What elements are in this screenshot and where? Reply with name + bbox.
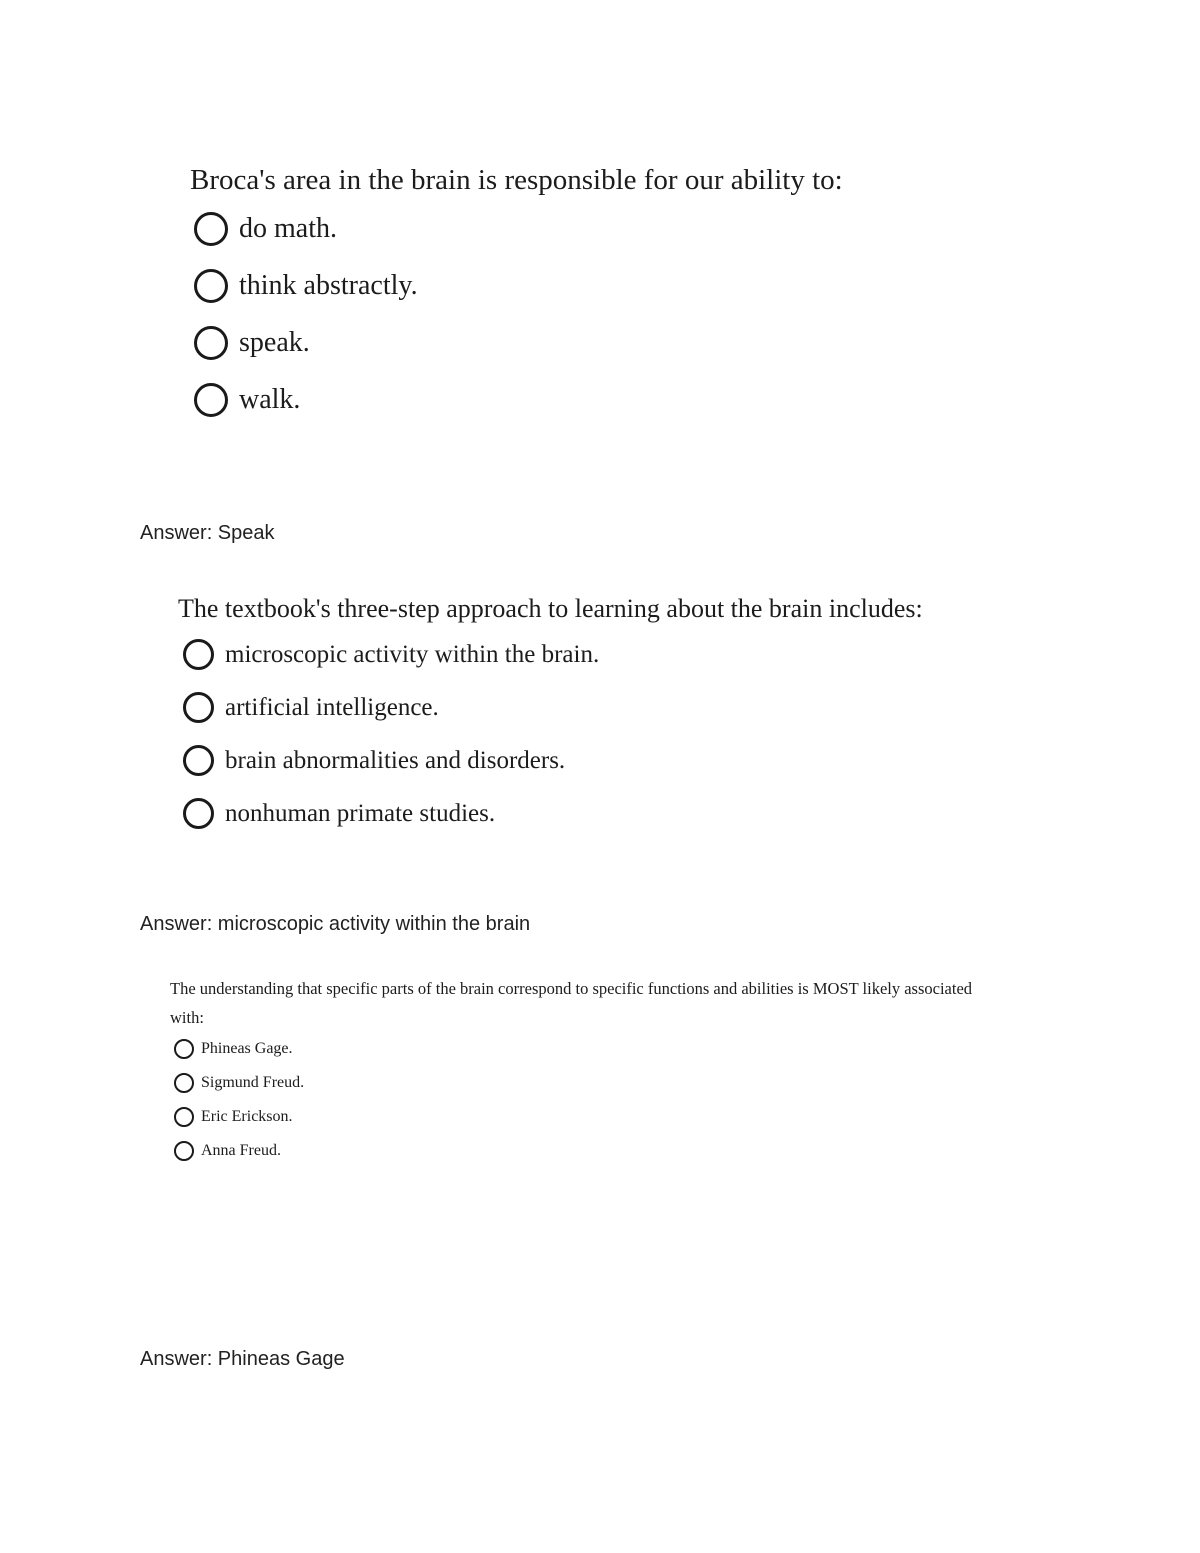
options-list [178,628,1038,840]
option[interactable] [170,1134,990,1168]
radio-button-icon[interactable] [194,326,228,360]
option[interactable] [170,1100,990,1134]
option-label: speak. [239,326,310,358]
radio-button-icon[interactable] [183,692,214,723]
radio-button-icon[interactable] [174,1039,194,1059]
option[interactable] [190,257,990,314]
option[interactable] [178,787,1038,840]
radio-button-icon[interactable] [174,1073,194,1093]
radio-button-icon[interactable] [183,798,214,829]
question-prompt: Broca's area in the brain is responsible for our ability to: [190,164,843,196]
answer-text: Answer: Speak [140,522,275,544]
option[interactable] [178,734,1038,787]
option-label: think abstractly. [239,269,418,301]
question-prompt: The textbook's three-step approach to learning about the brain includes: [178,594,923,623]
answer-text: Answer: Phineas Gage [140,1348,345,1370]
radio-button-icon[interactable] [194,269,228,303]
option-label: Sigmund Freud. [201,1074,305,1091]
option[interactable] [170,1066,990,1100]
radio-button-icon[interactable] [174,1141,194,1161]
option-label: brain abnormalities and disorders. [225,746,566,774]
option[interactable] [190,200,990,257]
question-1 [190,160,990,428]
radio-button-icon[interactable] [194,383,228,417]
option[interactable] [190,314,990,371]
radio-button-icon[interactable] [183,745,214,776]
option-label: Phineas Gage. [201,1040,293,1057]
question-2 [178,590,1038,840]
option-label: microscopic activity within the brain. [225,640,600,668]
question-3 [170,974,990,1168]
radio-button-icon[interactable] [183,639,214,670]
option[interactable] [170,1032,990,1066]
option-label: nonhuman primate studies. [225,799,496,827]
option[interactable] [178,628,1038,681]
option-label: walk. [239,383,301,415]
radio-button-icon[interactable] [194,212,228,246]
option-label: Anna Freud. [201,1142,281,1159]
options-list [170,1032,990,1168]
answer-text: Answer: microscopic activity within the brain [140,913,531,935]
option-label: artificial intelligence. [225,693,439,721]
option[interactable] [178,681,1038,734]
option-label: Eric Erickson. [201,1108,293,1125]
radio-button-icon[interactable] [174,1107,194,1127]
option[interactable] [190,371,990,428]
options-list [190,200,990,428]
option-label: do math. [239,212,337,244]
question-prompt: The understanding that specific parts of the brain correspond to specific functions and abilities is MOST likely associated with: [170,979,973,1027]
